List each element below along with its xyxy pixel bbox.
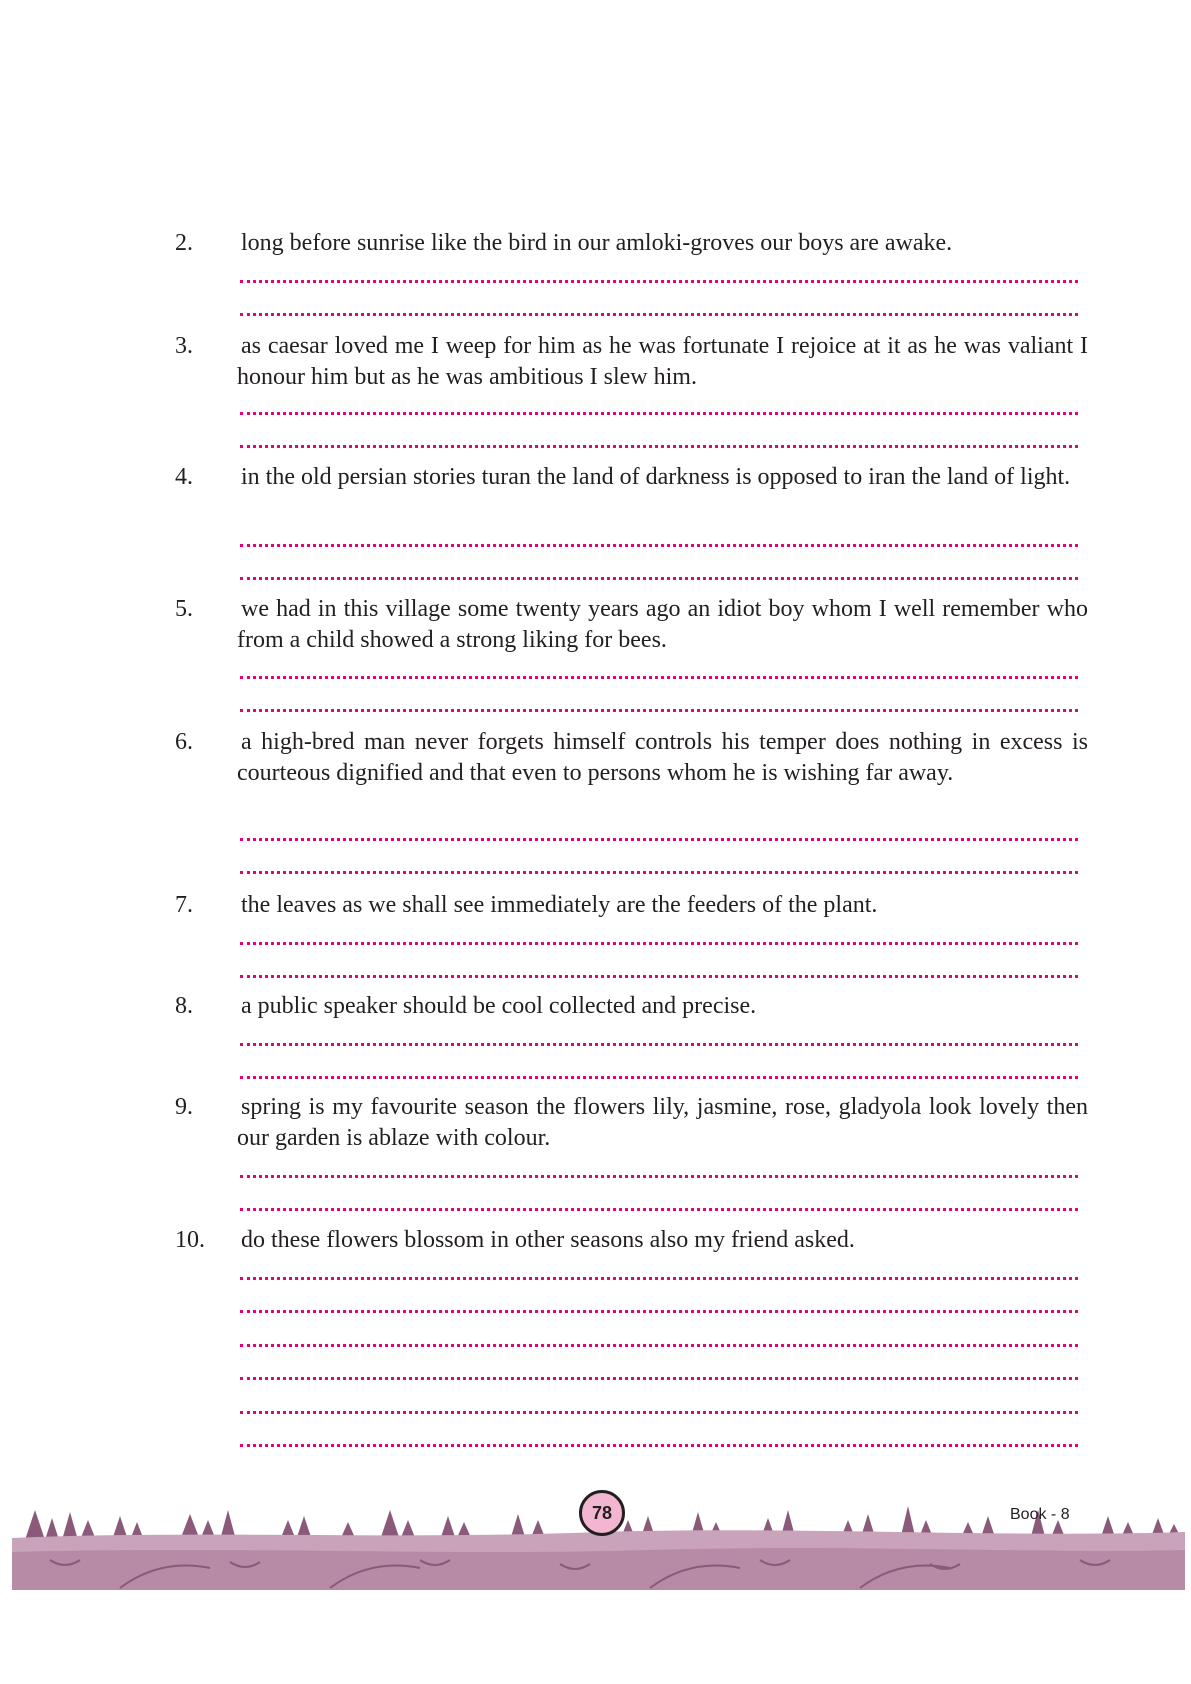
- answer-line[interactable]: [240, 709, 1078, 716]
- question-text: the leaves as we shall see immediately are the feeders of the plant.: [241, 892, 878, 918]
- answer-line[interactable]: [240, 1277, 1078, 1284]
- answer-line[interactable]: [240, 1043, 1078, 1050]
- answer-line[interactable]: [240, 445, 1078, 452]
- answer-line[interactable]: [240, 313, 1078, 320]
- answer-line[interactable]: [240, 871, 1078, 878]
- answer-line[interactable]: [240, 1377, 1078, 1384]
- answer-line[interactable]: [240, 676, 1078, 683]
- hill-front: [12, 1548, 1185, 1590]
- answer-line[interactable]: [240, 838, 1078, 845]
- question-number: 5.: [175, 596, 193, 622]
- answer-line[interactable]: [240, 577, 1078, 584]
- question-number: 3.: [175, 333, 193, 359]
- question-text: in the old persian stories turan the land of darkness is opposed to iran the land of light.: [241, 464, 1071, 490]
- answer-line[interactable]: [240, 280, 1078, 287]
- question-text: a public speaker should be cool collected and precise.: [241, 993, 757, 1019]
- question-number: 2.: [175, 230, 193, 256]
- answer-line[interactable]: [240, 1310, 1078, 1317]
- answer-line[interactable]: [240, 1076, 1078, 1083]
- question-number: 9.: [175, 1094, 193, 1120]
- question-number: 6.: [175, 729, 193, 755]
- question-text: long before sunrise like the bird in our amloki-groves our boys are awake.: [241, 230, 953, 256]
- answer-line[interactable]: [240, 1208, 1078, 1215]
- question-number: 8.: [175, 993, 193, 1019]
- answer-line[interactable]: [240, 412, 1078, 419]
- answer-line[interactable]: [240, 544, 1078, 551]
- question-number: 4.: [175, 464, 193, 490]
- question-text: do these flowers blossom in other seasons also my friend asked.: [241, 1227, 855, 1253]
- question-text: spring is my favourite season the flowers lily, jasmine, rose, gladyola look lovely then our garden is ablaze with colour.: [237, 1094, 1088, 1151]
- answer-line[interactable]: [240, 975, 1078, 982]
- answer-line[interactable]: [240, 942, 1078, 949]
- question-text: we had in this village some twenty years ago an idiot boy whom I well remember who from a child showed a strong liking for bees.: [237, 596, 1088, 653]
- question-number: 10.: [175, 1227, 205, 1253]
- answer-line[interactable]: [240, 1444, 1078, 1451]
- page-number-badge: 78: [579, 1490, 625, 1536]
- answer-line[interactable]: [240, 1344, 1078, 1351]
- question-text: as caesar loved me I weep for him as he was fortunate I rejoice at it as he was valiant I honour him but as he was ambitious I slew him.: [237, 333, 1088, 390]
- book-label: Book - 8: [1010, 1506, 1070, 1523]
- question-number: 7.: [175, 892, 193, 918]
- question-text: a high-bred man never forgets himself controls his temper does nothing in excess is courteous dignified and that even to persons whom he is wishing far away.: [237, 729, 1088, 786]
- answer-line[interactable]: [240, 1175, 1078, 1182]
- answer-line[interactable]: [240, 1411, 1078, 1418]
